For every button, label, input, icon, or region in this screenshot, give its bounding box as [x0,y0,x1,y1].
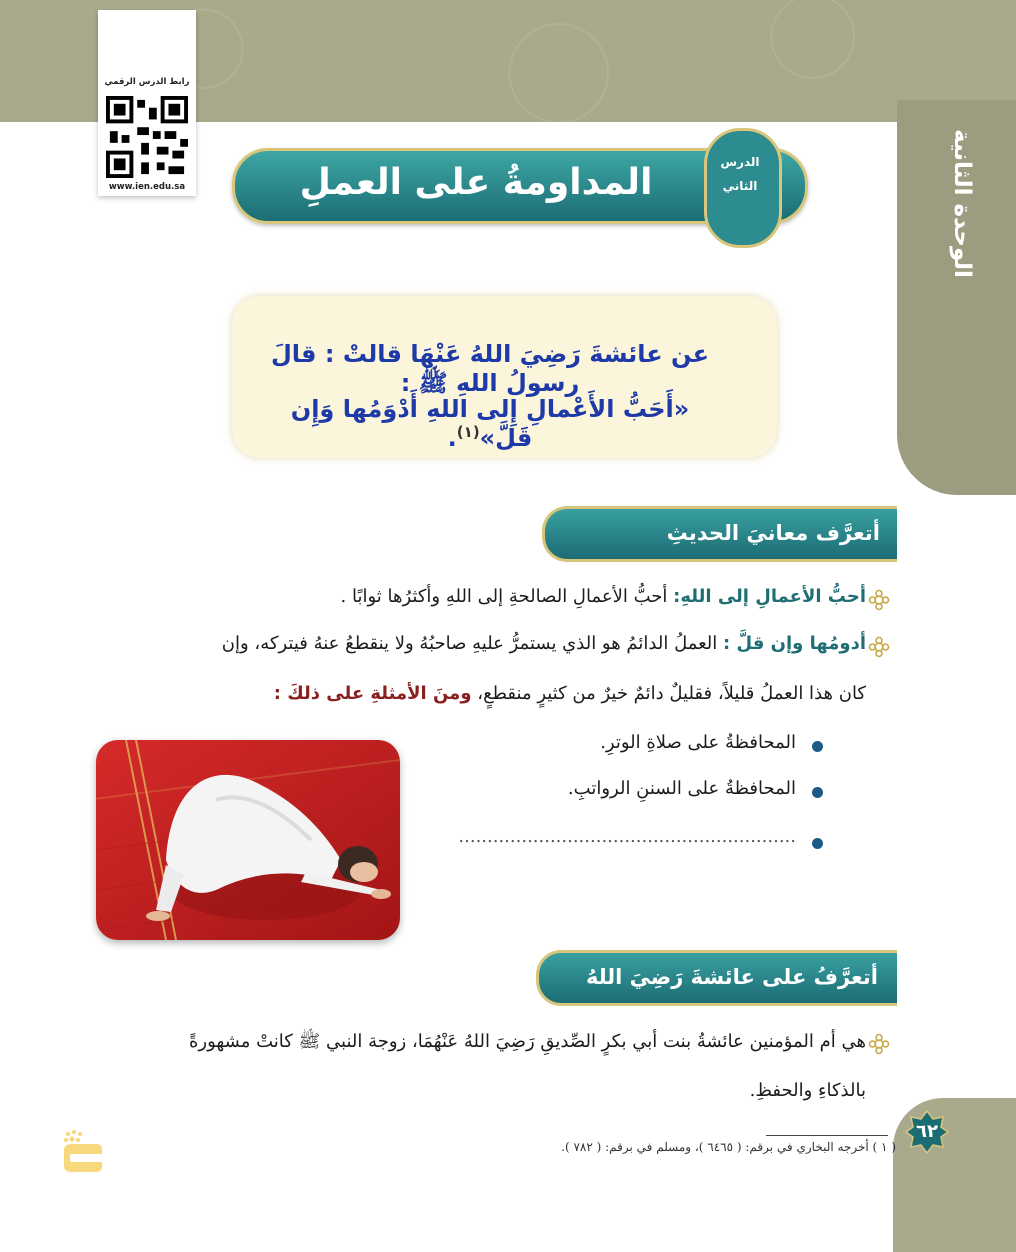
publisher-logo-icon [58,1128,106,1182]
section-aisha-title: أتعرَّفُ على عائشةَ رَضِيَ اللهُ عَنْهَا [585,965,878,1039]
prostration-photo [96,740,400,940]
page-number: ٦٢ [916,1121,938,1142]
flower-bullet-icon [868,636,890,658]
example-item: المحافظةُ على السننِ الرواتبِ. [567,778,796,799]
lesson-number-label [704,150,776,198]
meaning-term-1: أحبُّ الأعمالِ إلى اللهِ: [673,586,866,607]
lesson-label-line1: الدرس [720,155,760,169]
aisha-bio-line2: بالذكاءِ والحفظِ. [749,1080,866,1101]
example-bullet [812,787,823,798]
qr-url[interactable]: www.ien.edu.sa [108,182,186,192]
footnote-mark: (١) [456,423,480,441]
examples-intro: ومنَ الأمثلةِ على ذلكَ : [273,683,472,704]
example-bullet [812,741,823,752]
meaning-item-2 [222,633,866,654]
section-meanings-title: أتعرَّف معانيَ الحديثِ [666,521,880,545]
example-item: المحافظةُ على صلاةِ الوترِ. [600,732,796,753]
qr-card[interactable] [98,10,196,196]
example-bullet [812,838,823,849]
hadith-end: . [447,424,457,452]
meaning-term-2: أدومُها وإن قلَّ : [723,633,866,654]
example-blank[interactable]: ........................................................... [458,826,796,847]
lesson-title: المداومةُ على العملِ [299,162,653,203]
flower-bullet-icon [868,589,890,611]
footnote-divider [766,1135,888,1136]
unit-title: الوحدة الثانية [949,128,975,278]
qr-code-icon[interactable] [106,96,188,178]
qr-label: رابط الدرس الرقمي [104,77,190,87]
meaning-item-1 [341,586,866,607]
meaning-text-2: العملُ الدائمُ هو الذي يستمرُّ عليهِ صاحبُهُ ولا ينقطعُ عنهُ فيتركه، وإن [221,633,718,654]
hadith-intro: عن عائشةَ رَضِيَ اللهُ عَنْهَا قالتْ : قالَ رسولُ اللهِ ﷺ : [270,340,710,397]
meaning-text-1: أحبُّ الأعمالِ الصالحةِ إلى اللهِ وأكثرُها ثوابًا . [340,586,668,607]
hadith-text [250,395,730,452]
flower-bullet-icon [868,1033,890,1055]
footnote: ( ١ ) أخرجه البخاري في برقم: ( ٦٤٦٥ )، ومسلم في برقم: ( ٧٨٢ ). [561,1140,896,1154]
meaning-item-2-cont [274,683,866,704]
meaning-cont-text: كان هذا العملُ قليلاً، فقليلٌ دائمٌ خيرٌ من كثيرٍ منقطعٍ، [477,683,866,704]
aisha-bio-line1: هي أم المؤمنين عائشةُ بنت أبي بكرٍ الصِّديقِ رَضِيَ اللهُ عَنْهُمَا، زوجة النبي ﷺ كانتْ مشهورةً [188,1031,866,1052]
lesson-label-line2: الثاني [722,179,758,193]
hadith-quote: «أَحَبُّ الأَعْمالِ إِلى اللهِ أَدْوَمُها وَإِن قَلَّ» [290,395,690,452]
